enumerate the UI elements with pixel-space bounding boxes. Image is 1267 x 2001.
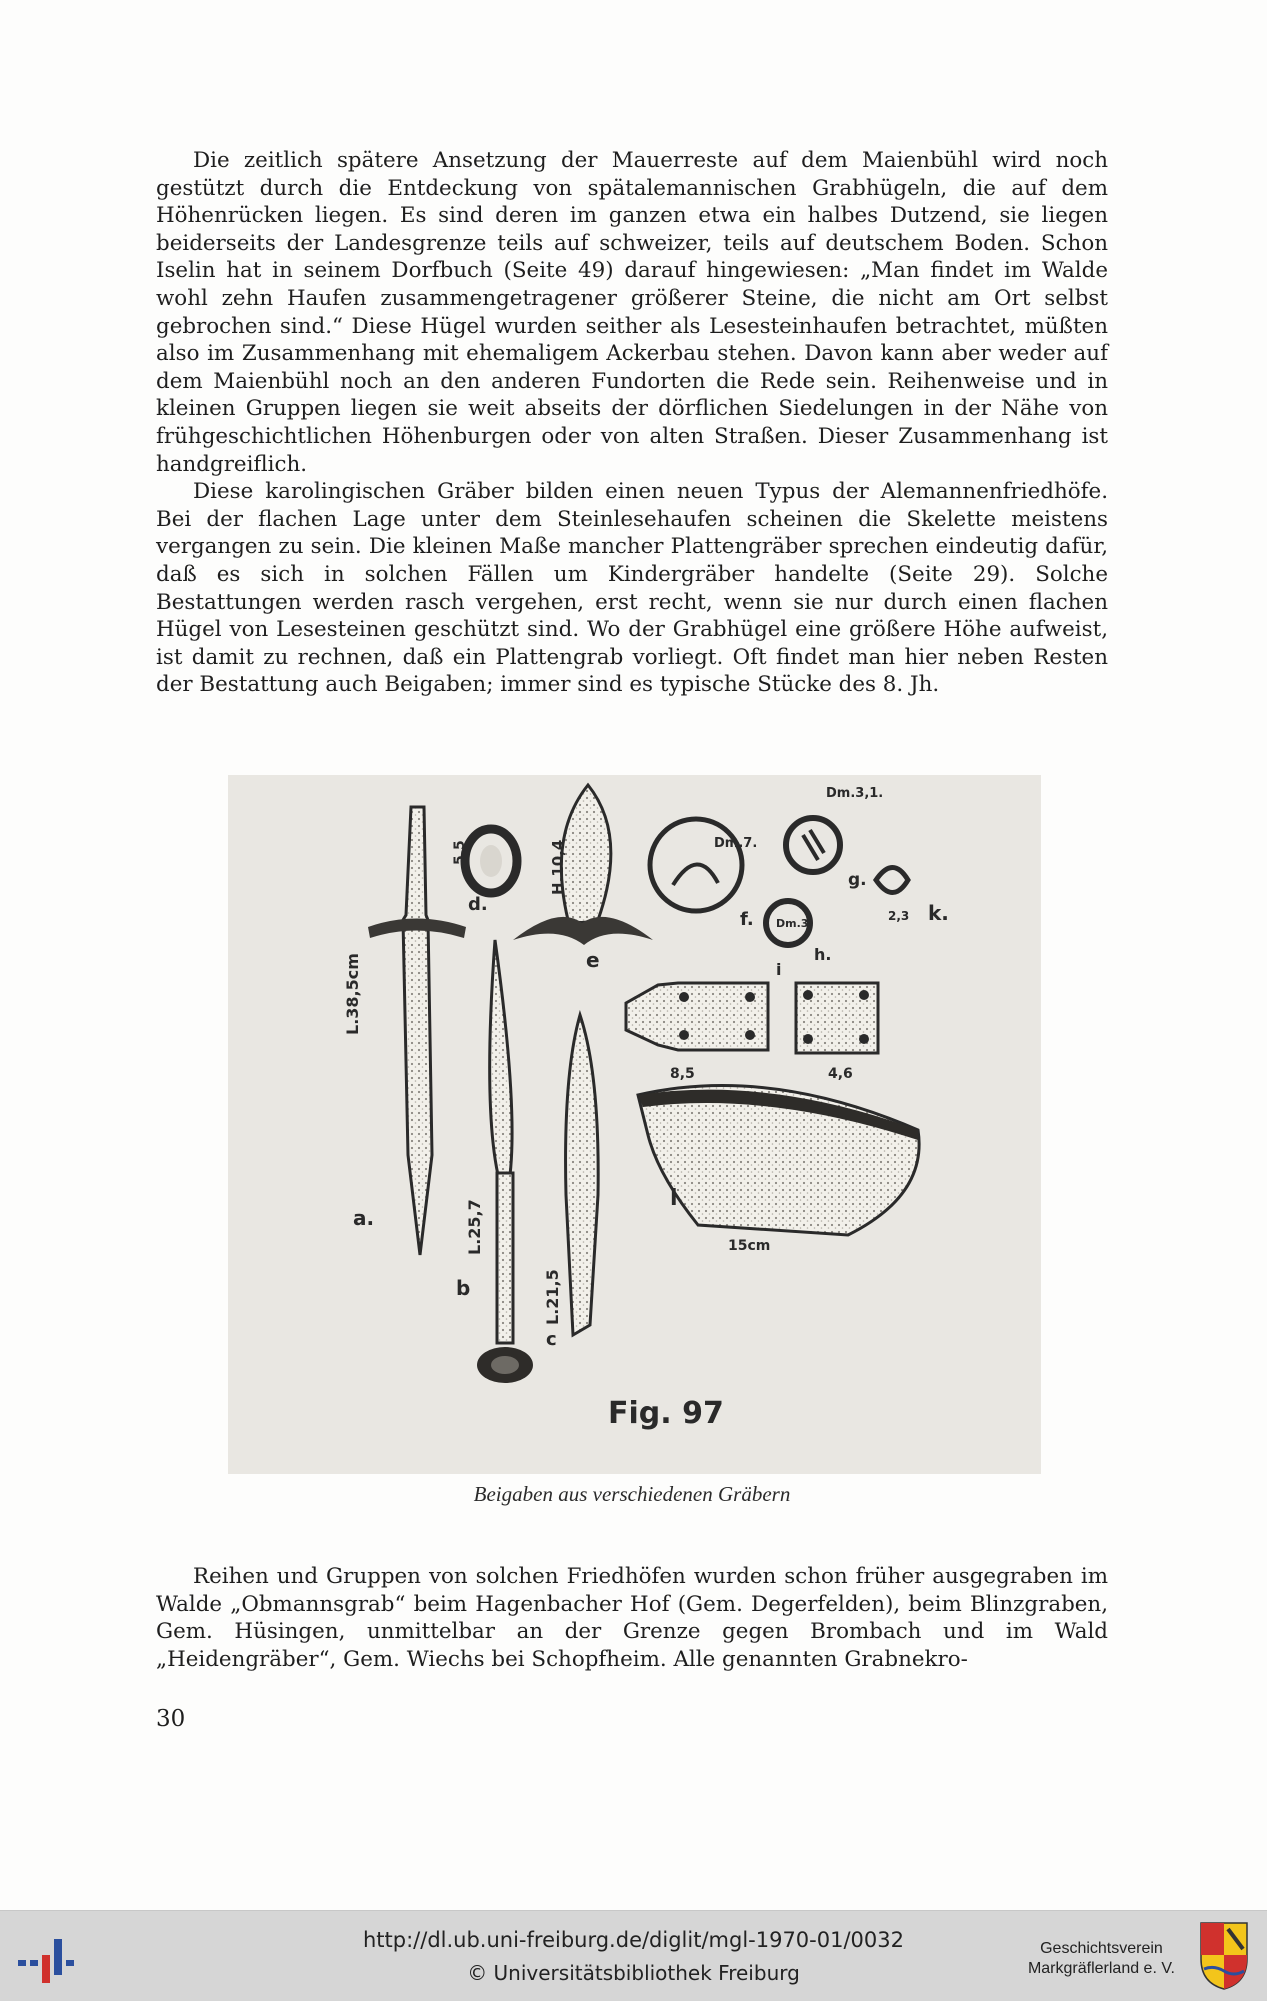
paragraph: Die zeitlich spätere Ansetzung der Mauerreste auf dem Maienbühl wird noch gestützt durch die Entdeckung von spätalemannischen Grabhügeln, die auf dem Höhenrücken liegen. Es sind deren im ganzen etwa ein halbes Dutzend, sie liegen beiderseits der Landesgrenze teils auf schweizer, teils auf deutschem Boden. Schon Iselin hat in seinem Dorfbuch (Seite 49) darauf hingewiesen: „Man findet im Walde wohl zehn Haufen zusammengetragener größerer Steine, die nicht am Ort selbst gebrochen sind.“ Diese Hügel wurden seither als Lesesteinhaufen betrachtet, müßten also im Zusammenhang mit ehemaligem Ackerbau stehen. Davon kann aber weder auf dem Maienbühl noch an den anderen Fundorten die Rede sein. Reihenweise und in kleinen Gruppen liegen sie weit abseits der dörflichen Siedelungen in der Nähe von frühgeschichtlichen Höhenburgen oder von alten Straßen. Dieser Zusammenhang ist handgreiflich.	[156, 148, 1108, 477]
label-i: i	[776, 960, 782, 979]
label-a: a.	[353, 1206, 375, 1230]
label-l: l	[670, 1186, 678, 1211]
dimension-b: L.25,7	[465, 1199, 484, 1255]
dimension-h: Dm.3	[776, 917, 809, 930]
label-e: e	[586, 948, 600, 972]
label-d: d.	[468, 894, 488, 915]
dimension-c: L.21,5	[543, 1269, 562, 1325]
society-name	[1028, 1939, 1175, 1979]
page-number: 30	[156, 1706, 186, 1732]
dimension-l: 15cm	[728, 1238, 771, 1254]
dimension-a: L.38,5cm	[343, 953, 362, 1035]
plate-i	[626, 983, 878, 1053]
figure-caption: Beigaben aus verschiedenen Gräbern	[473, 1482, 791, 1506]
label-f: f.	[740, 909, 754, 930]
dimension-d: 5,5	[452, 840, 468, 865]
society-name-line: Geschichtsverein	[1040, 1940, 1163, 1957]
dimension-plate-2: 4,6	[828, 1066, 853, 1082]
body-text-bottom	[156, 1563, 1108, 1673]
society-name-line: Markgräflerland e. V.	[1027, 1960, 1175, 1977]
label-k: k.	[928, 901, 949, 925]
dimension-plate-1: 8,5	[670, 1066, 695, 1082]
paragraph: Reihen und Gruppen von solchen Friedhöfen wurden schon früher ausgegraben im Walde „Obmannsgrab“ beim Hagenbacher Hof (Gem. Degerfelden), beim Blinzgraben, Gem. Hüsingen, unmittelbar an der Grenze gegen Brombach und im Wald „Heidengräber“, Gem. Wiechs bei Schopfheim. Alle genannten Grabnekro-	[156, 1564, 1108, 1672]
figure-label: Fig. 97	[608, 1396, 724, 1431]
figure-97	[228, 775, 1041, 1474]
label-g: g.	[848, 870, 867, 890]
document-url[interactable]: http://dl.ub.uni-freiburg.de/diglit/mgl-1970-01/0032	[362, 1928, 904, 1952]
label-c: c	[546, 1329, 557, 1350]
dimension-f: Dm.7.	[714, 836, 758, 851]
body-text-top	[156, 147, 1108, 699]
label-b: b	[456, 1276, 471, 1300]
dimension-e: H.10,4	[549, 839, 567, 895]
paragraph: Diese karolingischen Gräber bilden einen neuen Typus der Alemannenfriedhöfe. Bei der flachen Lage unter dem Steinlesehaufen scheinen die Skelette meistens vergangen zu sein. Die kleinen Maße mancher Plattengräber sprechen eindeutig dafür, daß es sich in solchen Fällen um Kindergräber handelte (Seite 29). Solche Bestattungen werden rasch vergehen, erst recht, wenn sie nur durch einen flachen Hügel von Lesesteinen geschützt sind. Wo der Grabhügel eine größere Höhe aufweist, ist damit zu rechnen, daß ein Plattengrab vorliegt. Oft findet man hier neben Resten der Bestattung auch Beigaben; immer sind es typische Stücke des 8. Jh.	[156, 479, 1108, 698]
dimension-g: Dm.3,1.	[826, 786, 884, 801]
dimension-k: 2,3	[888, 909, 910, 923]
copyright-notice: © Universitätsbibliothek Freiburg	[467, 1961, 800, 1985]
footer-bar	[0, 1910, 1267, 2001]
label-h: h.	[814, 945, 832, 964]
coat-of-arms-icon	[1199, 1921, 1249, 1991]
